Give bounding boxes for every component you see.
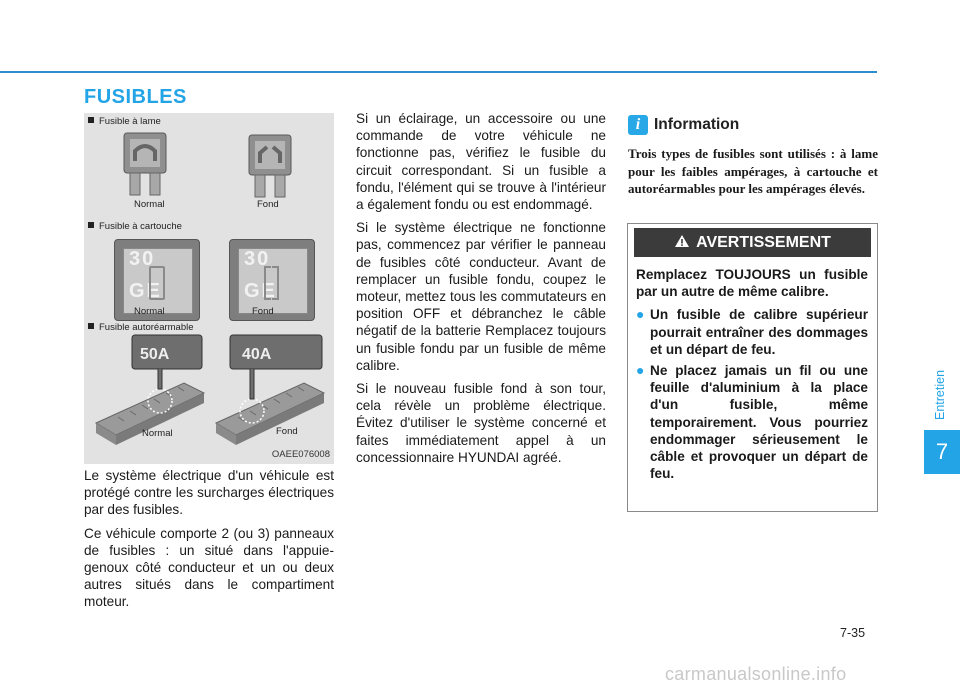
cartridge-fuse-heading: Fusible à cartouche	[88, 221, 182, 232]
warning-list	[636, 306, 868, 482]
figure-code: OAEE076008	[271, 449, 330, 460]
chapter-number-tab: 7	[924, 430, 960, 474]
cartridge-fuse-blown-illustration: 30 GE	[229, 239, 315, 321]
blade-fuse-heading: Fusible à lame	[88, 116, 161, 127]
svg-text:40A: 40A	[242, 346, 272, 363]
paragraph: Si le système électrique ne fonctionne pas, commencez par vérifier le panneau de fusibles côté conducteur. Avant de remplacer un fusible fondu, coupez le moteur, mettez tous les commutateurs en position OFF et débranchez le câble négatif de la batterie Remplacez toujours un fusible fondu par un fusible de même calibre.	[356, 220, 606, 373]
watermark: carmanualsonline.info	[665, 664, 847, 684]
auto-normal-label: Normal	[142, 428, 173, 439]
warning-intro: Remplacez TOUJOURS un fusible par un autre de même calibre.	[636, 267, 868, 300]
list-item: ● Un fusible de calibre supérieur pourrait entraîner des dommages et un départ de feu.	[636, 306, 868, 357]
warning-triangle-icon	[674, 234, 690, 248]
info-icon: i	[628, 115, 648, 135]
information-text: Trois types de fusibles sont utilisés : à lame pour les faibles ampérages, à cartouche et autoréarmables pour les ampérages élevés.	[628, 146, 878, 196]
auto-fuse-blown-illustration	[208, 331, 332, 451]
warning-header: AVERTISSEMENT	[634, 228, 871, 257]
section-title: FUSIBLES	[84, 86, 187, 108]
header-rule	[0, 71, 877, 73]
svg-text:50A: 50A	[140, 346, 170, 363]
cartridge-fuse-normal-illustration: 30 GE	[114, 239, 200, 321]
paragraph: Le système électrique d'un véhicule est protégé contre les surcharges électriques par des fusibles.	[84, 468, 334, 518]
chapter-label: Entretien	[933, 369, 947, 421]
blade-blown-label: Fond	[257, 199, 279, 210]
cartridge-normal-label: Normal	[134, 306, 165, 317]
bullet-dot-icon: ●	[636, 362, 645, 379]
bullet-dot-icon: ●	[636, 306, 645, 323]
middle-column-text	[356, 110, 606, 472]
square-bullet-icon	[88, 323, 94, 329]
auto-blown-label: Fond	[276, 426, 298, 437]
fuse-types-figure	[84, 113, 334, 464]
page-number: 7-35	[840, 626, 866, 640]
left-column-text	[84, 467, 334, 617]
auto-fuse-heading: Fusible autoréarmable	[88, 322, 194, 333]
blade-fuse-blown-illustration	[247, 133, 293, 201]
blade-normal-label: Normal	[134, 199, 165, 210]
list-item: ● Ne placez jamais un fil ou une feuille d'aluminium à la place d'un fusible, même temporairement. Vous pourriez endommager sérieusement le câble et provoquer un départ de feu.	[636, 362, 868, 482]
square-bullet-icon	[88, 117, 94, 123]
square-bullet-icon	[88, 222, 94, 228]
information-heading	[628, 115, 878, 139]
cartridge-blown-label: Fond	[252, 306, 274, 317]
blade-fuse-normal-illustration	[122, 131, 168, 199]
information-title: Information	[654, 116, 740, 133]
warning-box	[627, 223, 878, 512]
paragraph: Si le nouveau fusible fond à son tour, cela révèle un problème électrique. Évitez d'utiliser le système concerné et faites immédiatement appel à un concessionnaire HYUNDAI agréé.	[356, 381, 606, 465]
paragraph: Si un éclairage, un accessoire ou une commande de votre véhicule ne fonctionne pas, vérifiez le fusible du circuit correspondant. Si un fusible a fondu, l'élément qui se trouve à l'intérieur a également fondu ou est endommagé.	[356, 111, 606, 213]
warning-body	[636, 266, 868, 486]
paragraph: Ce véhicule comporte 2 (ou 3) panneaux de fusibles : un situé dans l'appuie-genoux côté conducteur et un ou deux autres situés dans le compartiment moteur.	[84, 525, 334, 610]
